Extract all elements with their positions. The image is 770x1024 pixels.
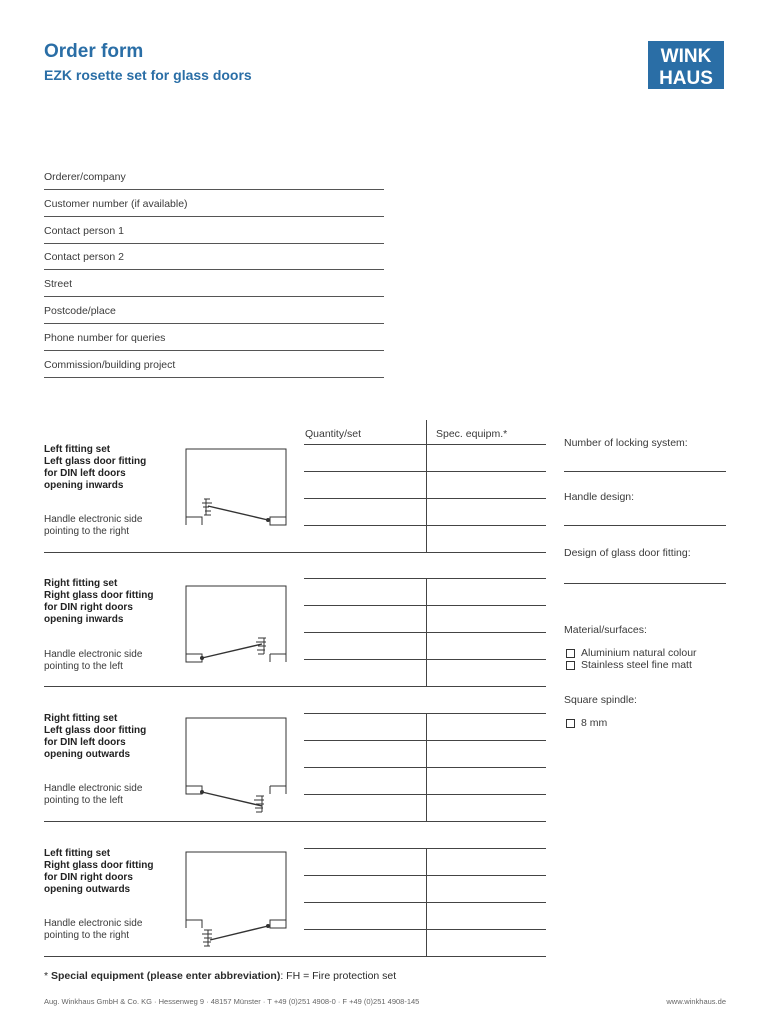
footnote (44, 970, 396, 982)
footer-address: Aug. Winkhaus GmbH & Co. KG · Hessenweg 9 · 48157 Münster · T +49 (0)251 4908-0 · F +49 (0)251 4908-145 (44, 997, 420, 1006)
table-row-line[interactable] (304, 578, 546, 579)
table-row-line[interactable] (304, 740, 546, 741)
field-input-line[interactable] (44, 269, 384, 270)
field-label: Phone number for queries (44, 331, 166, 344)
table-row-line[interactable] (304, 767, 546, 768)
block-separator-line (44, 552, 546, 553)
field-input-line[interactable] (44, 296, 384, 297)
footnote-star: * (44, 970, 52, 982)
option-label: 8 mm (581, 717, 608, 729)
page-subtitle: EZK rosette set for glass doors (44, 67, 252, 83)
field-label: Customer number (if available) (44, 197, 188, 210)
door-diagram-right-outwards (184, 850, 289, 950)
material-option-aluminium[interactable] (566, 647, 697, 659)
door-diagram-left-inwards (184, 447, 289, 527)
winkhaus-logo (648, 41, 724, 89)
table-row-line[interactable] (304, 929, 546, 930)
page-title: Order form (44, 41, 144, 62)
option-label: Stainless steel fine matt (581, 659, 692, 671)
material-label: Material/surfaces: (564, 624, 647, 636)
fitting-design-input-line[interactable] (564, 583, 726, 584)
door-diagram-left-outwards (184, 716, 289, 816)
fitting-set-title: Left fitting set Right glass door fitting for DIN right doors opening outwards (44, 848, 154, 895)
handle-design-input-line[interactable] (564, 525, 726, 526)
field-label: Contact person 2 (44, 251, 124, 264)
locking-system-input-line[interactable] (564, 471, 726, 472)
logo-line-1: WINK (660, 46, 712, 67)
spec-equipment-column-header: Spec. equipm.* (436, 428, 508, 440)
field-label: Orderer/company (44, 171, 126, 183)
logo-line-2: HAUS (659, 68, 713, 89)
table-row-line[interactable] (304, 444, 546, 445)
block-separator-line (44, 821, 546, 822)
checkbox[interactable] (566, 649, 575, 658)
table-row-line[interactable] (304, 659, 546, 660)
field-label: Contact person 1 (44, 224, 124, 237)
fitting-set-note: Handle electronic side pointing to the right (44, 514, 143, 537)
handle-design-label: Handle design: (564, 491, 635, 503)
field-input-line[interactable] (44, 243, 384, 244)
table-row-line[interactable] (304, 875, 546, 876)
quantity-column-header: Quantity/set (305, 428, 362, 440)
fitting-set-title: Right fitting set Left glass door fitting for DIN left doors opening outwards (44, 713, 147, 760)
field-input-line[interactable] (44, 350, 384, 351)
fitting-set-note: Handle electronic side pointing to the left (44, 783, 143, 806)
fitting-set-note: Handle electronic side pointing to the right (44, 918, 143, 941)
checkbox[interactable] (566, 661, 575, 670)
footnote-rest: : FH = Fire protection set (280, 970, 397, 982)
block-separator-line (44, 956, 546, 957)
table-row-line[interactable] (304, 498, 546, 499)
table-row-line[interactable] (304, 605, 546, 606)
field-input-line[interactable] (44, 189, 384, 190)
table-column-divider (426, 578, 427, 686)
checkbox[interactable] (566, 719, 575, 728)
table-row-line[interactable] (304, 525, 546, 526)
footer-website: www.winkhaus.de (666, 997, 726, 1006)
field-label: Postcode/place (44, 305, 116, 317)
field-input-line[interactable] (44, 323, 384, 324)
table-column-divider (426, 713, 427, 821)
table-row-line[interactable] (304, 794, 546, 795)
footnote-bold: Special equipment (please enter abbreviation) (51, 970, 281, 982)
material-option-stainless[interactable] (566, 659, 692, 671)
field-input-line[interactable] (44, 377, 384, 378)
table-column-divider (426, 420, 427, 552)
fitting-set-title: Left fitting set Left glass door fitting for DIN left doors opening inwards (44, 444, 147, 491)
fitting-set-title: Right fitting set Right glass door fitting for DIN right doors opening inwards (44, 578, 154, 625)
spindle-option-8mm[interactable] (566, 717, 607, 729)
block-separator-line (44, 686, 546, 687)
field-input-line[interactable] (44, 216, 384, 217)
fitting-set-note: Handle electronic side pointing to the left (44, 649, 143, 672)
door-diagram-right-inwards (184, 584, 289, 664)
table-row-line[interactable] (304, 471, 546, 472)
spindle-label: Square spindle: (564, 694, 637, 706)
option-label: Aluminium natural colour (581, 647, 697, 659)
table-row-line[interactable] (304, 848, 546, 849)
table-row-line[interactable] (304, 902, 546, 903)
table-row-line[interactable] (304, 632, 546, 633)
fitting-design-label: Design of glass door fitting: (564, 547, 691, 559)
field-label: Commission/building project (44, 358, 176, 371)
table-row-line[interactable] (304, 713, 546, 714)
field-label: Street (44, 278, 73, 291)
locking-system-label: Number of locking system: (564, 437, 688, 449)
table-column-divider (426, 848, 427, 956)
